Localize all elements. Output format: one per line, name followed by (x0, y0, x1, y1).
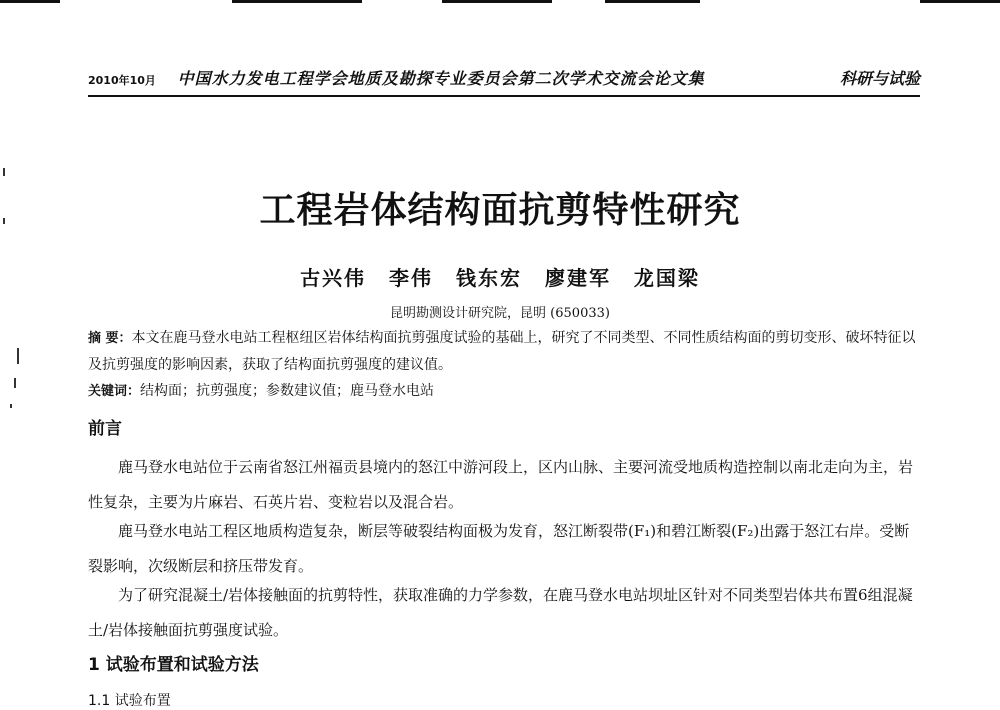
section-1-1-heading: 1.1 试验布置 (88, 693, 171, 709)
author-list: 古兴伟 李伟 钱东宏 廖建军 龙国梁 (300, 266, 700, 290)
header-section: 科研与试验 (839, 69, 920, 88)
intro-heading: 前言 (88, 419, 122, 439)
abstract (88, 325, 920, 378)
keywords-label: 关键词： (88, 384, 141, 399)
scan-speck (10, 404, 12, 408)
scan-edge-bar (605, 0, 700, 3)
affiliation: 昆明勘测设计研究院，昆明 (650033) (390, 306, 610, 321)
section-1-heading: 1 试验布置和试验方法 (88, 655, 259, 675)
scan-speck (3, 168, 5, 176)
keywords-text: 结构面；抗剪强度；参数建议值；鹿马登水电站 (140, 383, 435, 399)
running-header (88, 66, 920, 89)
intro-paragraph-2: 鹿马登水电站工程区地质构造复杂，断层等破裂结构面极为发育，怒江断裂带(F₁)和碧江断裂(F₂)出露于怒江右岸。受断裂影响，次级断层和挤压带发育。 (88, 522, 910, 575)
header-rule (88, 95, 920, 97)
keywords (88, 380, 920, 400)
scan-edge-bar (920, 0, 1000, 3)
paper-title: 工程岩体结构面抗剪特性研究 (259, 190, 741, 231)
scan-speck (3, 218, 5, 224)
scan-edge-bar (442, 0, 552, 3)
header-date: 2010年10月 (88, 74, 156, 87)
header-journal: 中国水力发电工程学会地质及勘探专业委员会第二次学术交流会论文集 (177, 69, 705, 88)
scan-edge-bar (0, 0, 60, 3)
intro-paragraph-3: 为了研究混凝土/岩体接触面的抗剪特性，获取准确的力学参数，在鹿马登水电站坝址区针对不同类型岩体共布置6组混凝土/岩体接触面抗剪强度试验。 (88, 586, 913, 639)
scan-speck (14, 378, 16, 388)
scan-speck (17, 348, 19, 364)
scan-edge-bar (232, 0, 362, 3)
abstract-label: 摘 要： (88, 331, 132, 346)
intro-paragraph-1: 鹿马登水电站位于云南省怒江州福贡县境内的怒江中游河段上，区内山脉、主要河流受地质构造控制以南北走向为主，岩性复杂，主要为片麻岩、石英片岩、变粒岩以及混合岩。 (88, 458, 914, 511)
abstract-text: 本文在鹿马登水电站工程枢纽区岩体结构面抗剪强度试验的基础上，研究了不同类型、不同性质结构面的剪切变形、破坏特征以及抗剪强度的影响因素，获取了结构面抗剪强度的建议值。 (88, 330, 916, 373)
